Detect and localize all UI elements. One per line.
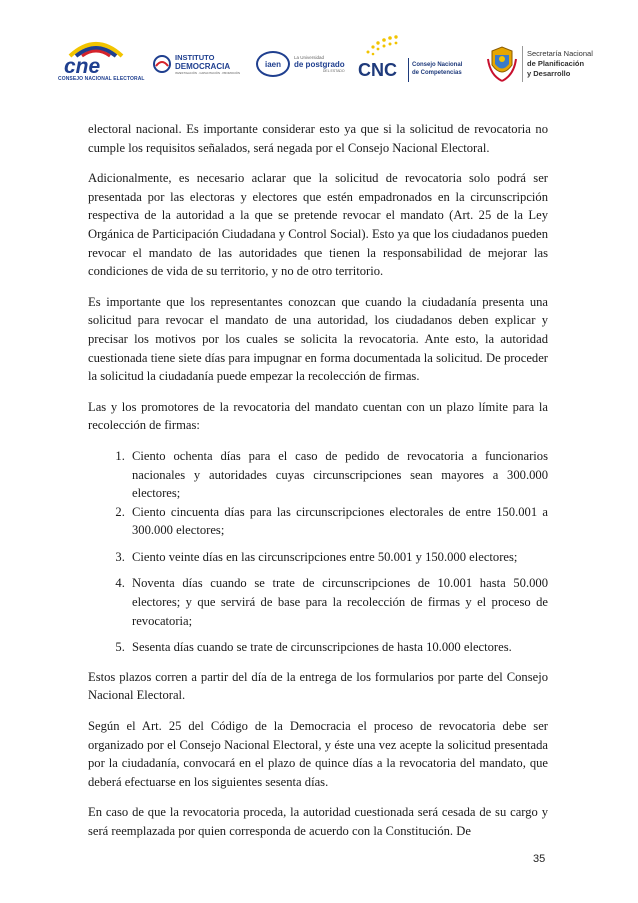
- cnc-dots-icon: [364, 34, 400, 58]
- paragraph: Estos plazos corren a partir del día de la entrega de los formularios por parte del Consejo Nacional Electoral.: [88, 669, 548, 703]
- cne-full-name: CONSEJO NACIONAL ELECTORAL: [58, 76, 145, 82]
- paragraph: Según el Art. 25 del Código de la Democracia el proceso de revocatoria debe ser organizado por el Consejo Nacional Electoral, y éste una vez acepte la solicitud presentada por la ciudadanía, convocará en el plazo de quince días a la revocatoria del mandato, que deberá efectuarse en los siguientes sesenta días.: [88, 719, 548, 789]
- paragraph: Las y los promotores de la revocatoria del mandato cuentan con un plazo límite para la recolección de firmas:: [88, 399, 548, 433]
- paragraph: Adicionalmente, es necesario aclarar que la solicitud de revocatoria solo podrá ser presentada por las electoras y electores que estén empadronados en la circunscripción respectiva de la autoridad a la que se pretende revocar el mandato (Art. 25 de la Ley Orgánica de Participación Ciudadana y Control Social). Esto ya que los ciudadanos pueden revocar el mandato de las autoridades que tienen la responsabilidad de mejorar las condiciones de vida de su territorio, y no de otro territorio.: [88, 171, 548, 279]
- senplades-logo: [486, 42, 598, 86]
- senplades-line2: de Planificación: [527, 59, 585, 68]
- iaen-badge: [256, 51, 290, 77]
- list-item: 3. Ciento veinte días en las circunscripciones entre 50.001 y 150.000 electores;: [128, 548, 548, 567]
- cnc-abbr: CNC: [358, 60, 397, 80]
- ecuador-coat-of-arms-icon: [486, 45, 518, 83]
- iaen-line1: La Universidad: [294, 55, 325, 60]
- instituto-line2: DEMOCRACIA: [175, 61, 231, 71]
- paragraph: En caso de que la revocatoria proceda, la autoridad cuestionada será cesada de su cargo y será reemplazada por quien corresponda de acuerdo con la Constitución. De: [88, 805, 548, 838]
- page-number: 35: [533, 853, 546, 865]
- instituto-democracia-logo: [152, 46, 252, 82]
- instituto-tagline: INVESTIGACIÓN · CAPACITACIÓN · PROMOCIÓN: [175, 70, 241, 75]
- cnc-logo: [358, 34, 478, 94]
- senplades-line1: Secretaría Nacional: [527, 49, 593, 58]
- deadline-list: [88, 447, 548, 657]
- document-body: [88, 120, 548, 853]
- cne-logo: [58, 36, 145, 90]
- cnc-line2: de Competencias: [412, 70, 462, 76]
- list-item: 5. Sesenta días cuando se trate de circunscripciones de hasta 10.000 electores.: [128, 638, 548, 657]
- paragraph: electoral nacional. Es importante considerar esto ya que si la solicitud de revocatoria no cumple los requisitos señalados, será negada por el Consejo Nacional Electoral.: [88, 122, 548, 155]
- cne-abbr: cne: [64, 55, 101, 78]
- senplades-line3: y Desarrollo: [527, 69, 571, 78]
- instituto-line1: INSTITUTO: [175, 52, 215, 62]
- cnc-line1: Consejo Nacional: [412, 62, 463, 68]
- iaen-line2: de postgrado: [294, 60, 345, 69]
- iaen-abbr: iaen: [264, 59, 281, 69]
- paragraph: Es importante que los representantes conozcan que cuando la ciudadanía presenta una solicitud para revocar el mandato de una autoridad, los ciudadanos deben explicar y precisar los motivos por los cuales se solicita la revocatoria. Ante esto, la autoridad cuestionada tiene siete días para impugnar en forma documentada la solicitud. De proceder la solicitud la ciudadanía puede empezar la recolección de firmas.: [88, 294, 548, 384]
- logo-header: [58, 30, 598, 100]
- list-item: 2. Ciento cincuenta días para las circunscripciones electorales de entre 150.001 a 300.000 electores;: [128, 503, 548, 540]
- iaen-logo: [256, 46, 366, 82]
- iaen-line3: DEL ESTADO: [322, 69, 345, 73]
- list-item: 1. Ciento ochenta días para el caso de pedido de revocatoria a funcionarios nacionales y autoridades cuyas circunscripciones sean mayores a 300.000 electores;: [128, 447, 548, 503]
- list-item: 4. Noventa días cuando se trate de circunscripciones de 10.001 hasta 50.000 electores; y que servirá de base para la recolección de firmas y el proceso de revocatoria;: [128, 574, 548, 630]
- instituto-emblem-icon: [152, 54, 172, 74]
